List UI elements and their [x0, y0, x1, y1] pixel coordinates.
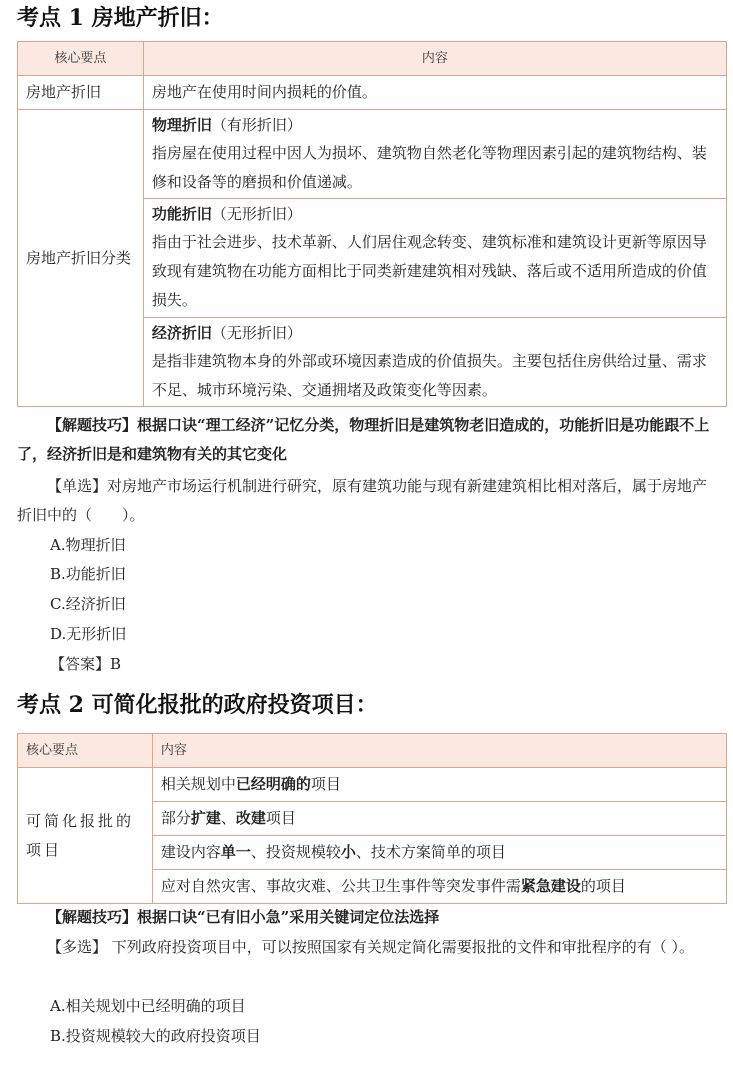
section2-title: 考点 2 可简化报批的政府投资项目：	[17, 692, 378, 718]
table-header-content: 内容	[152, 734, 726, 768]
table-cell-value: 功能折旧（无形折旧） 指由于社会进步、技术革新、人们居住观念转变、建筑标准和建筑设计更新等原因导致现有建筑物在功能方面相比于同类新建建筑相对残缺、落后或不适用所造成的价值损失。	[143, 199, 726, 318]
simplified-approval-table	[17, 733, 727, 904]
question-paragraph: 【单选】对房地产市场运行机制进行研究，原有建筑功能与现有新建建筑相比相对落后，属于房地产折旧中的（ ）。	[17, 477, 708, 524]
depreciation-table	[17, 41, 727, 407]
table-cell-value: 建设内容单一、投资规模较小、技术方案简单的项目	[152, 836, 726, 870]
table-cell-value: 房地产在使用时间内损耗的价值。	[143, 76, 726, 110]
table-header-content: 内容	[143, 42, 726, 76]
item-name: 功能折旧	[151, 205, 212, 223]
option-d: D.无形折旧	[50, 625, 127, 643]
option-a: A.相关规划中已经明确的项目	[50, 997, 246, 1015]
item-name: 物理折旧	[151, 116, 212, 134]
question-paragraph: 【多选】 下列政府投资项目中，可以按照国家有关规定简化需要报批的文件和审批程序的有（ ）。	[47, 938, 695, 956]
tip-paragraph: 【解题技巧】根据口诀“理工经济”记忆分类，物理折旧是建筑物老旧造成的，功能折旧是功能跟不上了，经济折旧是和建筑物有关的其它变化	[17, 416, 710, 463]
table-cell-value: 部分扩建、改建项目	[152, 802, 726, 836]
table-header-key: 核心要点	[18, 734, 153, 768]
option-b: B.投资规模较大的政府投资项目	[50, 1027, 261, 1045]
table-cell-value: 物理折旧（有形折旧） 指房屋在使用过程中因人为损坏、建筑物自然老化等物理因素引起的建筑物结构、装修和设备等的磨损和价值递减。	[143, 110, 726, 199]
table-cell-key: 房地产折旧分类	[18, 110, 144, 407]
table-cell-value: 相关规划中已经明确的项目	[152, 768, 726, 802]
table-header-key: 核心要点	[18, 42, 144, 76]
tip-paragraph: 【解题技巧】根据口诀“已有旧小急”采用关键词定位法选择	[47, 908, 440, 926]
table-cell-key: 可简化报批的项目	[18, 768, 153, 904]
option-a: A.物理折旧	[50, 536, 126, 554]
table-cell-value: 应对自然灾害、事故灾难、公共卫生事件等突发事件需紧急建设的项目	[152, 870, 726, 904]
item-name: 经济折旧	[151, 324, 212, 342]
table-cell-key: 房地产折旧	[18, 76, 144, 110]
answer: 【答案】B	[50, 655, 122, 673]
option-c: C.经济折旧	[50, 595, 126, 613]
table-cell-value: 经济折旧（无形折旧） 是指非建筑物本身的外部或环境因素造成的价值损失。主要包括住房供给过量、需求不足、城市环境污染、交通拥堵及政策变化等因素。	[143, 318, 726, 407]
section1-title: 考点 1 房地产折旧：	[17, 5, 224, 31]
option-b: B.功能折旧	[50, 565, 126, 583]
